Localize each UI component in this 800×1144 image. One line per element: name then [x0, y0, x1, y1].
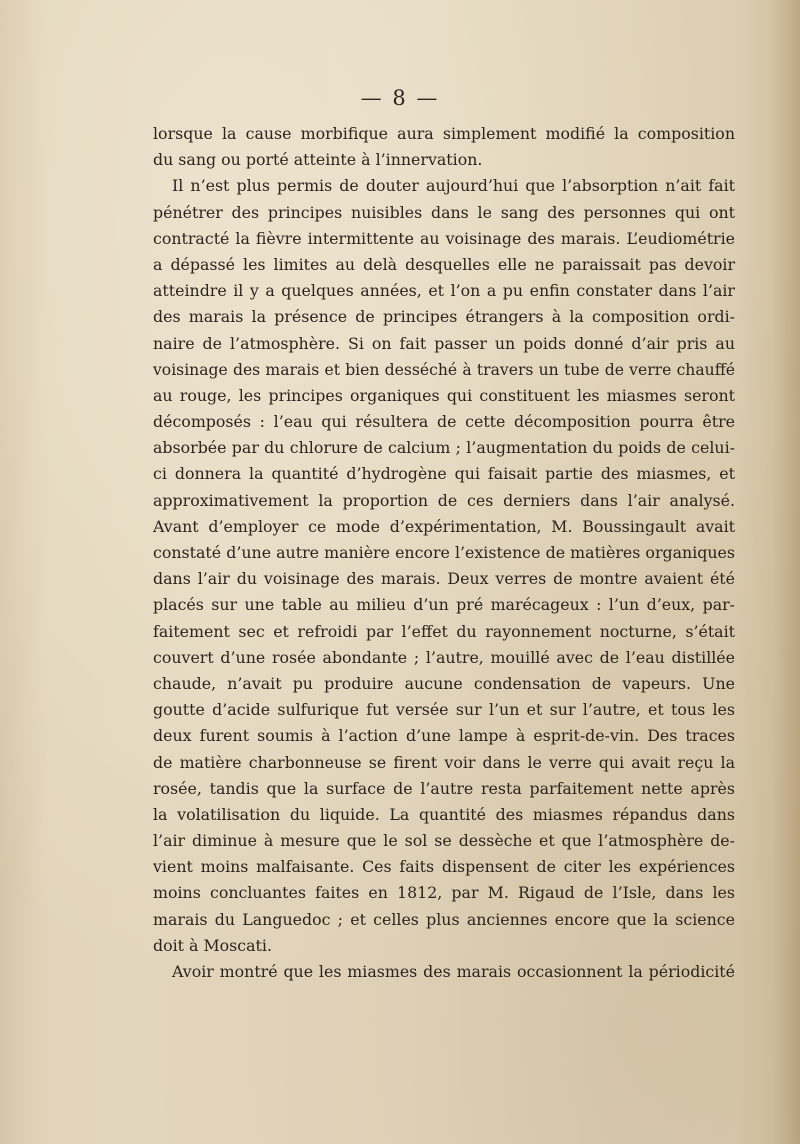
text-line: l’air diminue à mesure que le sol se dessèche et que l’atmosphère de- [153, 831, 735, 851]
text-line: Avoir montré que les miasmes des marais occasionnent la périodicité [172, 962, 735, 981]
text-line: naire de l’atmosphère. Si on fait passer un poids donné d’air pris au [153, 333, 735, 353]
text-line: Il n’est plus permis de douter aujourd’hui que l’absorption n’ait fait [172, 176, 735, 196]
text-line: moins concluantes faites en 1812, par M. Rigaud de l’Isle, dans les [153, 883, 735, 903]
text-line: contracté la fièvre intermittente au voisinage des marais. L’eudiométrie [153, 228, 735, 248]
text-line: rosée, tandis que la surface de l’autre resta parfaitement nette après [153, 778, 735, 798]
text-line: absorbée par du chlorure de calcium ; l’augmentation du poids de celui- [153, 438, 735, 458]
text-line: décomposés : l’eau qui résultera de cette décomposition pourra être [153, 412, 735, 432]
text-line: des marais la présence de principes étrangers à la composition ordi- [153, 307, 735, 327]
text-line: ci donnera la quantité d’hydrogène qui faisait partie des miasmes, et [153, 464, 735, 484]
text-line: au rouge, les principes organiques qui constituent les miasmes seront [153, 385, 735, 405]
text-line: dans l’air du voisinage des marais. Deux verres de montre avaient été [153, 569, 735, 589]
text-line: chaude, n’avait pu produire aucune condensation de vapeurs. Une [153, 673, 735, 693]
text-line: faitement sec et refroidi par l’effet du rayonnement nocturne, s’était [153, 621, 735, 641]
text-line: goutte d’acide sulfurique fut versée sur l’un et sur l’autre, et tous les [153, 700, 735, 720]
text-line: couvert d’une rosée abondante ; l’autre, mouillé avec de l’eau distillée [153, 647, 735, 667]
text-line: la volatilisation du liquide. La quantité des miasmes répandus dans [153, 804, 735, 824]
text-line: vient moins malfaisante. Ces faits dispensent de citer les expériences [153, 857, 735, 877]
text-line: placés sur une table au milieu d’un pré marécageux : l’un d’eux, par- [153, 595, 735, 615]
text-line: voisinage des marais et bien desséché à travers un tube de verre chauffé [153, 360, 735, 379]
text-line: marais du Languedoc ; et celles plus anciennes encore que la science [153, 909, 735, 929]
text-line: pénétrer des principes nuisibles dans le sang des personnes qui ont [153, 202, 735, 222]
text-line: Avant d’employer ce mode d’expérimentation, M. Boussingault avait [153, 516, 735, 536]
text-line: de matière charbonneuse se firent voir dans le verre qui avait reçu la [153, 752, 735, 772]
text-line: a dépassé les limites au delà desquelles elle ne paraissait pas devoir [153, 254, 735, 274]
text-line: approximativement la proportion de ces derniers dans l’air analysé. [153, 490, 735, 510]
text-line: du sang ou porté atteinte à l’innervation. [153, 150, 483, 170]
body-text [153, 121, 735, 985]
page-number: — 8 — [360, 86, 440, 110]
text-line: deux furent soumis à l’action d’une lampe à esprit-de-vin. Des traces [153, 726, 735, 746]
text-line: doit à Moscati. [153, 935, 272, 955]
page-edge-shadow [772, 0, 800, 1144]
text-line: lorsque la cause morbifique aura simplement modifié la composition [153, 124, 735, 143]
text-line: atteindre il y a quelques années, et l’on a pu enfin constater dans l’air [153, 281, 735, 301]
text-line: constaté d’une autre manière encore l’existence de matières organiques [153, 543, 735, 562]
